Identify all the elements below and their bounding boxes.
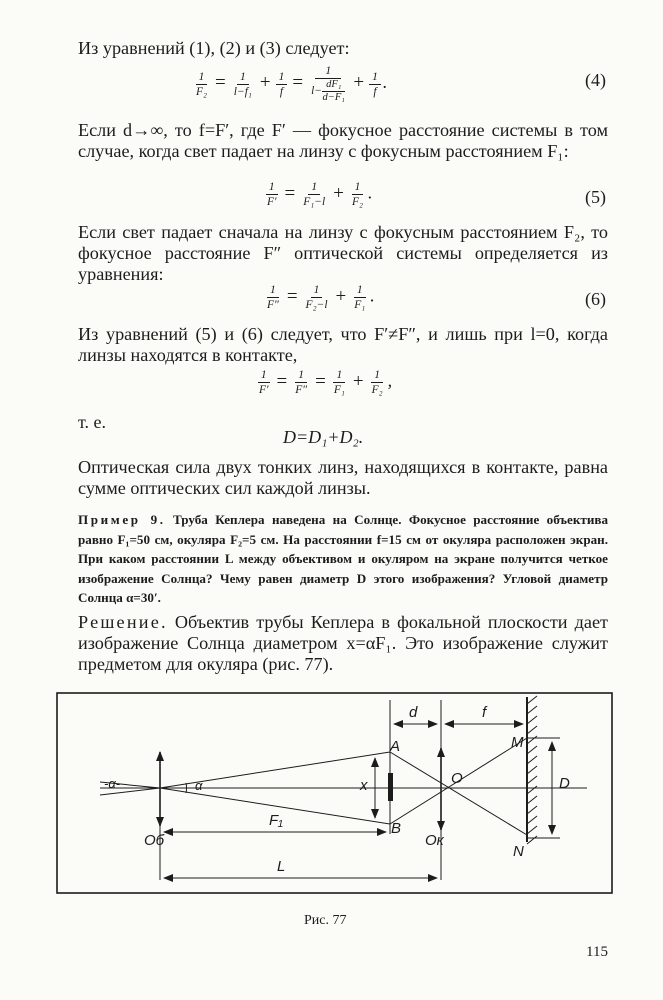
example-text: Труба Кеплера наведена на Солнце. Фокусное расстояние объектива равно F₁=50 см, окуляра F₂=5 см. На расстоянии f=15 см от окуляра расположен экран. При каком расстоянии L между объективом и окуляром на экране получится четкое изображение Солнца? Чему равен диаметр D этого изображения? Угловой диаметр Солнца α=30′.: [78, 512, 608, 605]
paragraph-if-d-infinity: Если d→∞, то f=F′, где F′ — фокусное расстояние системы в том случае, когда свет падает на линзу с фокусным расстоянием F₁:: [78, 120, 608, 161]
paragraph-light-falls-first: Если свет падает сначала на линзу с фокусным расстоянием F₂, то фокусное расстояние F″ оптической системы определяется из уравнения:: [78, 222, 608, 284]
equation-4-number: (4): [585, 70, 606, 90]
label-O: O: [451, 770, 463, 787]
equation-5-number: (5): [585, 187, 606, 207]
equation-4: $\frac{1}{\text{F₂}}$ = $\frac{1}{\text{l−f₁}}$ + $\frac{1}{f}$ = 1 l− $\frac{\text{dF₁}}{\text{d−F₁}}$ + $\frac{1}{f}$ .: [196, 65, 388, 103]
label-alpha-incoming: -α-: [104, 776, 121, 791]
label-x: x: [360, 777, 368, 794]
label-F1: F₁: [269, 812, 283, 829]
page-number: 115: [586, 944, 608, 960]
equation-contact: $\frac{1}{F'}$ = $\frac{1}{F''}$ = $\frac{1}{\text{F₁}}$ + $\frac{1}{\text{F₂}}$ ,: [259, 369, 393, 396]
paragraph-from-equations: Из уравнений (5) и (6) следует, что F′≠F″, и лишь при l=0, когда линзы находятся в контакте,: [78, 324, 608, 365]
equation-optical-power: D=D₁+D₂.: [283, 427, 364, 447]
label-B: B: [391, 820, 402, 837]
equation-6: $\frac{1}{F''}$ = $\frac{1}{\text{F₂−l}}$ + $\frac{1}{\text{F₁}}$ .: [267, 284, 375, 311]
example-label: Пример 9.: [78, 512, 166, 527]
solution-text: Объектив трубы Кеплера в фокальной плоскости дает изображение Солнца диаметром x=αF₁. Это изображение служит предметом для окуляра (рис. 77).: [78, 612, 609, 674]
equation-6-number: (6): [585, 289, 606, 309]
paragraph-optical-power: Оптическая сила двух тонких линз, находящихся в контакте, равна сумме оптических сил каждой линзы.: [78, 457, 608, 498]
label-f: f: [482, 704, 487, 721]
te-label: т. е.: [78, 412, 107, 432]
solution-label: Решение.: [78, 612, 168, 632]
label-N: N: [513, 843, 524, 860]
intermediate-image: [388, 773, 393, 801]
label-alpha-angle: α: [195, 778, 203, 793]
paragraph-intro: Из уравнений (1), (2) и (3) следует:: [78, 38, 350, 58]
equation-5: $\frac{1}{F'}$ = $\frac{1}{\text{F₁−l}}$ + $\frac{1}{\text{F₂}}$ .: [267, 181, 373, 208]
figure-caption: Рис. 77: [304, 913, 347, 928]
label-A: A: [390, 738, 401, 755]
label-objective: Oб: [144, 832, 165, 849]
label-M: M: [511, 734, 524, 751]
label-d: d: [409, 704, 418, 721]
label-D: D: [559, 775, 570, 792]
label-eyepiece: Oк: [425, 832, 444, 849]
label-L: L: [277, 858, 286, 875]
